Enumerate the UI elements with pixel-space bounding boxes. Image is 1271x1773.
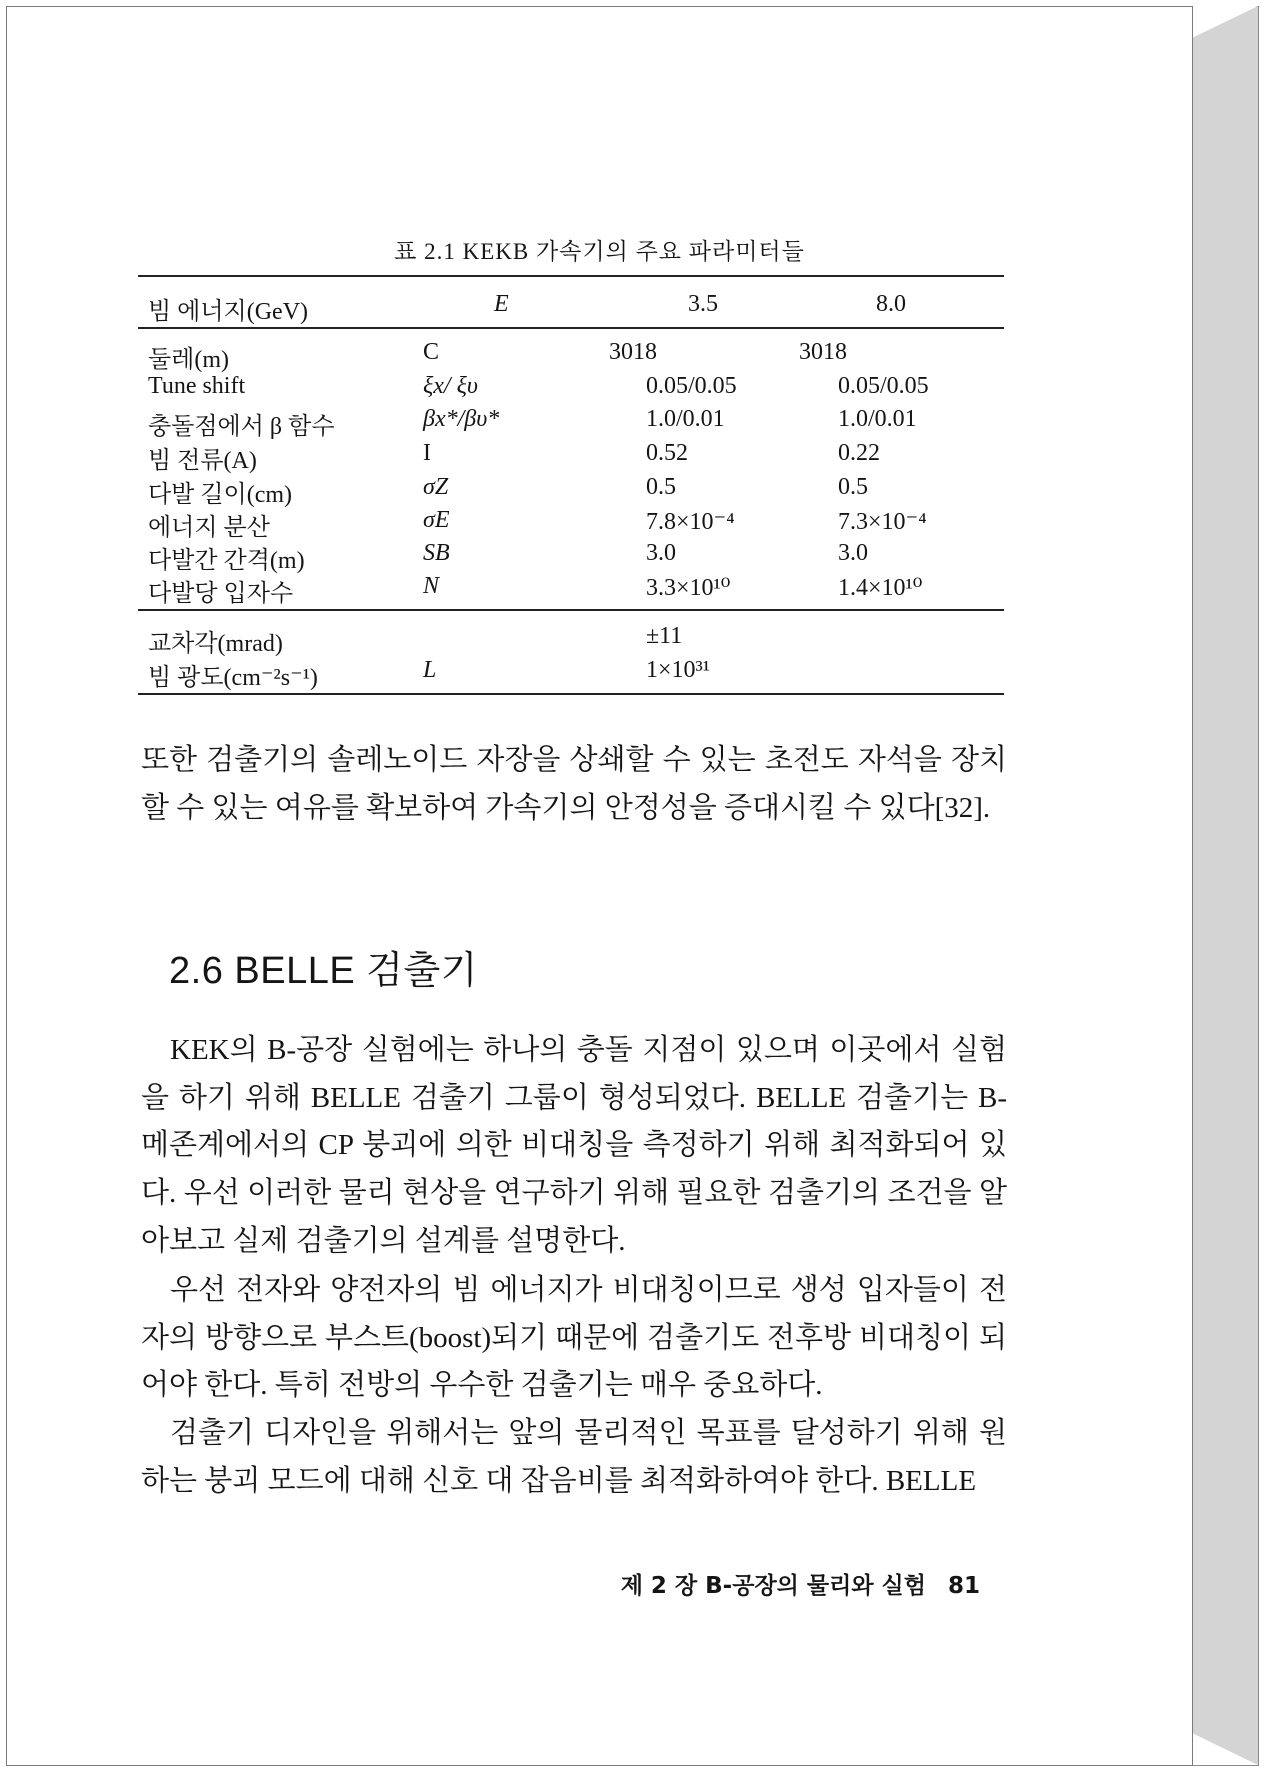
row-symbol: I	[423, 440, 431, 466]
table-row	[138, 339, 1004, 373]
row-value-low: 0.05/0.05	[646, 373, 737, 399]
row-value-high: 0.05/0.05	[838, 373, 929, 399]
table-row	[138, 623, 1004, 657]
row-symbol: C	[423, 339, 440, 365]
table-top-rule	[138, 275, 1004, 277]
row-label: 충돌점에서 β 함수	[148, 414, 335, 440]
row-label: 다발당 입자수	[148, 581, 294, 607]
row-symbol: σE	[423, 507, 450, 533]
row-label: 다발 길이(cm)	[148, 482, 293, 508]
table-row	[138, 406, 1004, 440]
row-value-low: 3018	[609, 339, 657, 365]
row-symbol: L	[423, 657, 437, 683]
table-row	[138, 440, 1004, 474]
row-value-high: 0.5	[838, 474, 868, 500]
row-symbol: σZ	[423, 474, 449, 500]
intro-paragraph: 또한 검출기의 솔레노이드 자장을 상쇄할 수 있는 초전도 자석을 장치할 수 있는 여유를 확보하여 가속기의 안정성을 증대시킬 수 있다[32].	[141, 744, 1007, 824]
row-value-low: 1.0/0.01	[646, 406, 725, 432]
row-symbol: βx*/βυ*	[423, 406, 500, 432]
row-value-high: 3.0	[838, 540, 868, 566]
row-value-low: 0.5	[646, 474, 676, 500]
table-row	[138, 540, 1004, 574]
row-value-low: 3.0	[646, 540, 676, 566]
chapter-title: 제 2 장 B-공장의 물리와 실험	[620, 1573, 926, 1599]
row-value-low: 0.52	[646, 440, 688, 466]
table-row	[138, 573, 1004, 607]
row-value-low: 7.8×10⁻⁴	[646, 509, 735, 535]
table-caption: 표 2.1 KEKB 가속기의 주요 파라미터들	[394, 239, 805, 264]
row-value-shared: 1×10³¹	[646, 657, 710, 683]
row-label: 빔 전류(A)	[148, 448, 257, 474]
row-label: 빔 광도(cm⁻²s⁻¹)	[148, 665, 318, 691]
header-value-high: 8.0	[876, 291, 906, 317]
row-value-high: 0.22	[838, 440, 880, 466]
row-label: 둘레(m)	[148, 347, 230, 373]
table-mid-rule	[138, 609, 1004, 611]
body-paragraph: KEK의 B-공장 실험에는 하나의 충돌 지점이 있으며 이곳에서 실험을 하기 위해 BELLE 검출기 그룹이 형성되었다. BELLE 검출기는 B-메존계에서의 CP 붕괴에 의한 비대칭을 측정하기 위해 최적화되어 있다. 우선 이러한 물리 현상을 연구하기 위해 필요한 검출기의 조건을 알아보고 실제 검출기의 설계를 설명한다.	[141, 1034, 1007, 1257]
table-header-row	[138, 291, 1004, 325]
table-row	[138, 657, 1004, 691]
table-row	[138, 373, 1004, 403]
table-row	[138, 474, 1004, 508]
row-symbol: N	[423, 573, 440, 599]
header-label: 빔 에너지(GeV)	[148, 299, 309, 325]
row-value-high: 3018	[799, 339, 847, 365]
body-paragraph: 검출기 디자인을 위해서는 앞의 물리적인 목표를 달성하기 위해 원하는 붕괴 모드에 대해 신호 대 잡음비를 최적화하여야 한다. BELLE	[141, 1417, 1007, 1497]
page-edge-corner-bottom	[1192, 1733, 1258, 1765]
table-bottom-rule	[138, 693, 1004, 695]
row-label: Tune shift	[148, 373, 246, 399]
page-footer	[621, 1567, 980, 1600]
page-edge-corner-top	[1192, 6, 1258, 38]
row-value-high: 1.0/0.01	[838, 406, 917, 432]
row-value-high: 1.4×10¹⁰	[838, 575, 923, 601]
page-number: 81	[947, 1573, 980, 1599]
row-symbol: ξx/ ξυ	[423, 373, 478, 399]
page-edge-side	[1192, 6, 1259, 1766]
row-value-shared: ±11	[646, 623, 683, 649]
section-title: 2.6 BELLE 검출기	[169, 950, 478, 992]
header-value-low: 3.5	[688, 291, 718, 317]
body-paragraph: 우선 전자와 양전자의 빔 에너지가 비대칭이므로 생성 입자들이 전자의 방향으로 부스트(boost)되기 때문에 검출기도 전후방 비대칭이 되어야 한다. 특히 전방의 우수한 검출기는 매우 중요하다.	[141, 1274, 1007, 1402]
table-header-rule	[138, 327, 1004, 329]
row-label: 에너지 분산	[148, 515, 270, 541]
row-symbol: SB	[423, 540, 450, 566]
row-value-high: 7.3×10⁻⁴	[838, 509, 927, 535]
row-label: 교차각(mrad)	[148, 631, 283, 657]
row-label: 다발간 간격(m)	[148, 548, 305, 574]
table-row	[138, 507, 1004, 541]
header-symbol: E	[494, 291, 509, 317]
row-value-low: 3.3×10¹⁰	[646, 575, 731, 601]
book-page	[6, 6, 1193, 1766]
